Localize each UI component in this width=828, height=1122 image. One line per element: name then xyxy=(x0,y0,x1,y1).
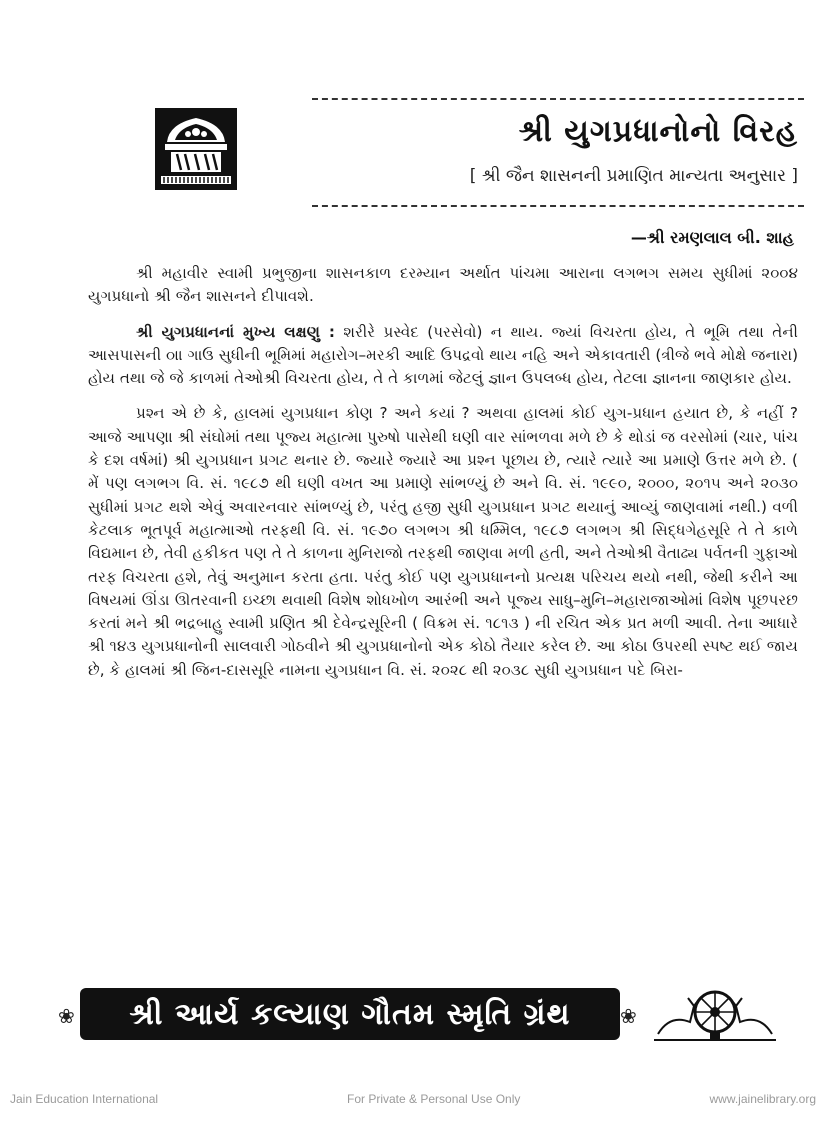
flower-ornament-icon: ❀ xyxy=(58,1004,75,1028)
footer-publisher: Jain Education International xyxy=(10,1092,159,1106)
footer-usage-note: For Private & Personal Use Only xyxy=(347,1092,521,1106)
paragraph-intro xyxy=(88,262,798,309)
paragraph-characteristics xyxy=(88,321,798,391)
paragraph-lead: શ્રી યુગપ્રધાનનાં મુખ્ય લક્ષણુ : xyxy=(136,322,335,341)
book-title-banner: શ્રી આર્ય કલ્યાણ ગૌતમ સ્મૃતિ ગ્રંથ xyxy=(80,988,620,1040)
paragraph-text: પ્રશ્ન એ છે કે, હાલમાં યુગપ્રધાન કોણ ? અને કયાં ? અથવા હાલમાં કોઈ યુગ-પ્રધાન હયાત છે, કે નહીં ? આજે આપણા શ્રી સંઘોમાં તથા પૂજ્ય મહાત્મા પુરુષો પાસેથી ઘણી વાર સાંભળવા મળે છે કે થોડાં જ વરસોમાં (ચાર, પાંચ કે દશ વર્ષમાં) શ્રી યુગપ્રધાન પ્રગટ થનાર છે. જ્યારે જ્યારે આ પ્રશ્ન પૂછાય છે, ત્યારે ત્યારે આ પ્રમાણે ઉત્તર મળે છે. ( મેં પણ લગભગ વિ. સં. ૧૯૮૭ થી ઘણી વખત આ પ્રમાણે સાંભળ્યું છે અને વિ. સં. ૧૯૯૦, ૨૦૦૦, ૨૦૧૫ અને ૨૦૩૦ સુધીમાં પ્રગટ થશે એવું અવારનવાર સાંભળ્યું છે, પરંતુ હજી સુધી યુગપ્રધાન પ્રગટ થયાનું આવ્યું જાણવામાં નથી.) વળી કેટલાક ભૂતપૂર્વ મહાત્માઓ તરફથી વિ. સં. ૧૯૭૦ લગભગ શ્રી ધમ્મિલ, ૧૯૮૭ લગભગ શ્રી સિદ્ધગેહસૂરિ તે તે કાળે વિદ્યમાન છે, તેવી હકીકત પણ તે તે કાળના મુનિરાજો તરફથી જાણવા મળી હતી, અને તેઓશ્રી વૈતાઢ્ય પર્વતની ગુફાઓ તરફ વિચરતા હશે, તેવું અનુમાન કરતા હતા. પરંતુ કોઈ પણ યુગપ્રધાનનો પ્રત્યક્ષ પરિચય થયો નથી, જેથી કરીને આ વિષયમાં ઊંડા ઊતરવાની ઇચ્છા થવાથી વિશેષ શોધખોળ આરંભી અને પૂજ્ય સાધુ–મુનિ–મહારાજાઓમાં વિશેષ પૂછપરછ કરતાં મને શ્રી ભદ્રબાહુ સ્વામી પ્રણિત શ્રી દેવેન્દ્રસૂરિની ( વિક્રમ સં. ૧૮૧૩ ) ની રચિત એક પ્રત મળી આવી. તેના આધારે શ્રી ૧૪૩ યુગપ્રધાનોની સાલવારી ગોઠવીને શ્રી યુગપ્રધાનોનો એક કોઠો તૈયાર કરેલ છે. આ કોઠા ઉપરથી સ્પષ્ટ થઈ જાય છે, કે હાલમાં શ્રી જિન-દાસસૂરિ નામના યુગપ્રધાન વિ. સં. ૨૦૨૮ થી ૨૦૩૮ સુધી યુગપ્રધાન પદે બિરા- xyxy=(88,404,798,679)
paragraph-text: શ્રી મહાવીર સ્વામી પ્રભુજીના શાસનકાળ દરમ્યાન અર્થાત પાંચમા આરાના લગભગ સમય સુધીમાં ૨૦૦૪ યુગપ્રધાનો શ્રી જૈન શાસનને દીપાવશે. xyxy=(88,264,798,306)
article-body xyxy=(88,262,798,694)
flower-ornament-icon: ❀ xyxy=(620,1004,637,1028)
footer-website-link[interactable]: www.jainelibrary.org xyxy=(709,1092,816,1106)
paragraph-text: શરીરે પ્રસ્વેદ (પરસેવો) ન થાય. જ્યાં વિચરતા હોય, તે ભૂમિ તથા તેની આસપાસની ૦ાા ગાઉ સુધીની ભૂમિમાં મહારોગ–મરકી આદિ ઉપદ્રવો થાય નહિ અને એકાવતારી (ત્રીજે ભવે મોક્ષે જનારા) હોય તથા જે જે કાળમાં તેઓશ્રી વિચરતા હોય, તે તે કાળમાં જેટલું જ્ઞાન ઉપલબ્ધ હોય, તેટલા જ્ઞાનના જાણકાર હોય. xyxy=(88,322,798,388)
temple-emblem-icon xyxy=(155,108,237,190)
article-title: શ્રી યુગપ્રધાનોનો વિરહ xyxy=(518,114,798,149)
article-subtitle: [ શ્રી જૈન શાસનની પ્રમાણિત માન્યતા અનુસાર ] xyxy=(469,166,798,186)
bottom-divider xyxy=(312,205,804,207)
author-byline: —શ્રી રમણલાલ બી. શાહ xyxy=(630,228,794,247)
top-divider xyxy=(312,98,804,100)
paragraph-question xyxy=(88,402,798,682)
dharma-chakra-deer-icon xyxy=(650,984,780,1044)
